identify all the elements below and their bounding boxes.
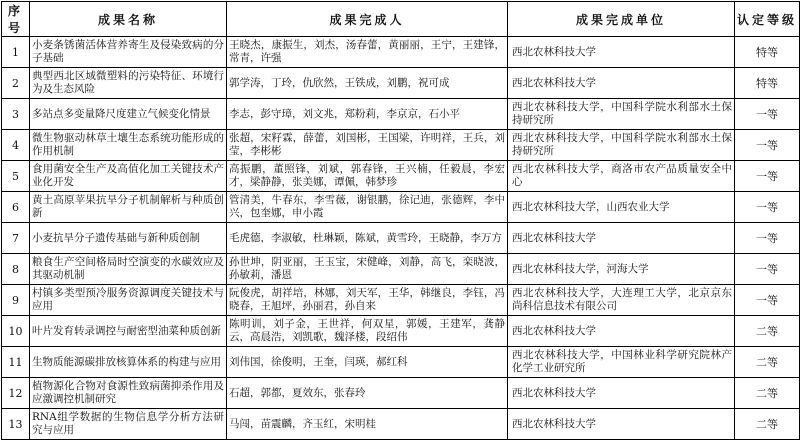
cell-level: 特等: [735, 68, 800, 99]
cell-level: 一等: [735, 285, 800, 316]
table-row: [2, 254, 800, 285]
cell-level: 二等: [735, 316, 800, 347]
cell-index: 7: [2, 223, 30, 254]
cell-title: 村镇多类型预冷服务资源调度关键技术与应用: [30, 285, 227, 316]
cell-level: 一等: [735, 223, 800, 254]
cell-index: 13: [2, 409, 30, 440]
cell-unit: 西北农林科技大学，大连理工大学，北京京东尚科信息技术有限公司: [508, 285, 735, 316]
cell-level: 二等: [735, 409, 800, 440]
cell-index: 10: [2, 316, 30, 347]
award-rows: [2, 37, 800, 440]
table-row: [2, 99, 800, 130]
cell-title: 微生物驱动林草土壤生态系统功能形成的作用机制: [30, 130, 227, 161]
cell-people: 管清美，牛春东，李雪薇，谢银鹏，徐记迪，张德辉，李中兴，包奎娜，申小霞: [227, 192, 508, 223]
cell-index: 11: [2, 347, 30, 378]
cell-title: 粮食生产空间格局时空演变的水碳效应及其驱动机制: [30, 254, 227, 285]
cell-title: 多站点多变量降尺度建立气候变化情景: [30, 99, 227, 130]
cell-unit: 西北农林科技大学: [508, 316, 735, 347]
cell-title: 典型西北区域微塑料的污染特征、环境行为及生态风险: [30, 68, 227, 99]
cell-people: 石超，郭都，夏效东，张春玲: [227, 378, 508, 409]
cell-unit: 西北农林科技大学，商洛市农产品质量安全中心: [508, 161, 735, 192]
cell-index: 1: [2, 37, 30, 68]
cell-index: 6: [2, 192, 30, 223]
table-row: [2, 68, 800, 99]
cell-unit: 西北农林科技大学，中国林业科学研究院林产化学工业研究所: [508, 347, 735, 378]
cell-index: 2: [2, 68, 30, 99]
cell-unit: 西北农林科技大学，中国科学院水利部水土保持研究所: [508, 130, 735, 161]
table-row: [2, 223, 800, 254]
cell-unit: 西北农林科技大学: [508, 37, 735, 68]
cell-level: 一等: [735, 192, 800, 223]
cell-unit: 西北农林科技大学，山西农业大学: [508, 192, 735, 223]
header-unit: 成果完成单位: [508, 2, 735, 37]
cell-level: 一等: [735, 161, 800, 192]
table-row: [2, 316, 800, 347]
cell-level: 二等: [735, 347, 800, 378]
table-row: [2, 378, 800, 409]
header-title: 成果名称: [30, 2, 227, 37]
cell-level: 一等: [735, 254, 800, 285]
cell-index: 9: [2, 285, 30, 316]
cell-level: 一等: [735, 99, 800, 130]
cell-unit: 西北农林科技大学: [508, 409, 735, 440]
cell-title: 叶片发育转录调控与耐密型油菜种质创新: [30, 316, 227, 347]
table-row: [2, 161, 800, 192]
cell-index: 3: [2, 99, 30, 130]
cell-people: 李志，彭守璋，刘文兆，郑粉莉，李京京，石小平: [227, 99, 508, 130]
cell-index: 4: [2, 130, 30, 161]
cell-unit: 西北农林科技大学，中国科学院水利部水土保持研究所: [508, 99, 735, 130]
header-people: 成果完成人: [227, 2, 508, 37]
header-row: [2, 2, 800, 37]
cell-title: RNA组学数据的生物信息学分析方法研究与应用: [30, 409, 227, 440]
cell-people: 高振鹏，董照锋，刘斌，郭春锋，王兴楠，任毅晨，李宏才，梁静静，张美娜，谭佩，韩梦珍: [227, 161, 508, 192]
cell-unit: 西北农林科技大学: [508, 223, 735, 254]
cell-level: 二等: [735, 378, 800, 409]
table-row: [2, 130, 800, 161]
cell-title: 小麦抗旱分子遗传基础与新种质创制: [30, 223, 227, 254]
table-row: [2, 409, 800, 440]
cell-title: 黄土高原苹果抗旱分子机制解析与种质创新: [30, 192, 227, 223]
cell-index: 12: [2, 378, 30, 409]
awards-table: [1, 1, 800, 440]
table-row: [2, 347, 800, 378]
cell-title: 生物质能源碳排放核算体系的构建与应用: [30, 347, 227, 378]
cell-unit: 西北农林科技大学: [508, 378, 735, 409]
cell-people: 郭学涛，丁玲，仇欣然，王铁成，刘鹏，祝可成: [227, 68, 508, 99]
cell-people: 刘伟国，徐俊明，王奎，闫瑛，郝红科: [227, 347, 508, 378]
cell-people: 张超，宋籽霖，薛蕾，刘国彬，王国梁，许明祥，王兵，刘莹，李彬彬: [227, 130, 508, 161]
table-row: [2, 37, 800, 68]
cell-title: 食用菌安全生产及高值化加工关键技术产业化开发: [30, 161, 227, 192]
cell-people: 毛虎德，李淑敏，杜琳颖，陈斌，黄雪玲，王晓静，李万方: [227, 223, 508, 254]
table-row: [2, 285, 800, 316]
cell-people: 阮俊虎，胡祥培，林娜，刘天军，王华，韩继良，李钰，冯晓春，王旭坪，孙丽君，孙自来: [227, 285, 508, 316]
cell-people: 孙世坤，阴亚丽，王玉宝，宋健峰，刘静，高飞，栾晓波，孙敏莉，潘恩: [227, 254, 508, 285]
cell-index: 5: [2, 161, 30, 192]
cell-title: 植物源化合物对食源性致病菌抑杀作用及应激调控机制研究: [30, 378, 227, 409]
cell-people: 王晓杰，康振生，刘杰，汤春蕾，黄丽丽，王宁，王建锋，常青，许强: [227, 37, 508, 68]
cell-people: 陈明训，刘子金，王世祥，何双星，郭媛，王建军，龚静云，高晨浩，刘凯歌，魏泽楼，段绍伟: [227, 316, 508, 347]
cell-title: 小麦条锈菌活体营养寄生及侵染致病的分子基础: [30, 37, 227, 68]
header-index: 序号: [2, 2, 30, 37]
cell-level: 特等: [735, 37, 800, 68]
header-level: 认定等级: [735, 2, 800, 37]
cell-unit: 西北农林科技大学，河海大学: [508, 254, 735, 285]
cell-unit: 西北农林科技大学: [508, 68, 735, 99]
cell-index: 8: [2, 254, 30, 285]
cell-level: 一等: [735, 130, 800, 161]
table-row: [2, 192, 800, 223]
cell-people: 马闯，苗震麟，齐玉红，宋明桂: [227, 409, 508, 440]
